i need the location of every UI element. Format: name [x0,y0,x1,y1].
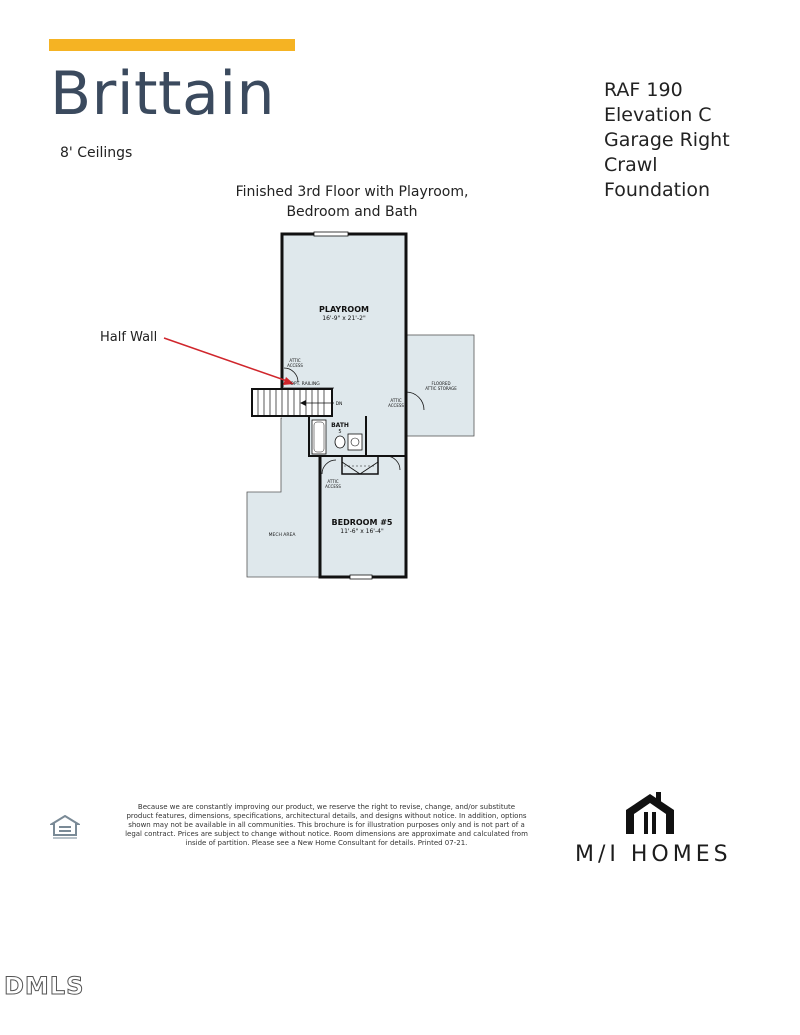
railing-label: OPT. RAILING [290,382,320,387]
toilet [335,436,345,448]
caption-line: Finished 3rd Floor with Playroom, [235,184,469,200]
spec-item: Crawl [604,154,658,176]
spec-item: Garage Right [604,129,730,151]
dmls-watermark: DMLS [4,972,85,1000]
attic-access-label: ATTIC [289,358,301,363]
attic-access-label: ACCESS [388,403,404,408]
attic-storage-label: ATTIC STORAGE [425,386,457,391]
window [314,232,348,236]
caption-line: Bedroom and Bath [286,204,418,220]
bath-number: 5 [338,429,342,435]
playroom-dimensions: 16'-9" x 21'-2" [322,315,366,322]
spec-item: Elevation C [604,104,712,126]
ceiling-height: 8' Ceilings [60,145,133,161]
attic-access-label: ATTIC [390,398,402,403]
half-wall-callout: Half Wall [100,330,158,345]
plan-title: Brittain [50,59,276,129]
window [350,575,372,579]
spec-item: RAF 190 [604,79,683,101]
playroom-label: PLAYROOM [319,305,369,314]
spec-item: Foundation [604,179,711,201]
attic-access-label: ACCESS [287,363,303,368]
sink [348,434,362,450]
callout-arrow [164,338,290,382]
attic-access-label: ACCESS [325,484,341,489]
bath-label: BATH [331,422,349,429]
stair-dn-label: DN [335,402,343,407]
attic-storage-label: FLOORED [431,381,451,386]
bedroom-label: BEDROOM #5 [331,518,393,527]
equal-housing-icon [50,815,80,841]
mi-homes-logo-icon [620,790,680,836]
attic-access-label: ATTIC [327,479,339,484]
bedroom-dimensions: 11'-6" x 16'-4" [340,528,384,535]
mi-homes-wordmark: M/I HOMES [575,842,732,867]
legal-disclaimer: Because we are constantly improving our product, we reserve the right to revise, change, and/or substitute product features, dimensions, specifications, architectural details, and designs without notice. In addition, options shown may not be available in all communities. This brochure is for illustration purposes only and is not part of a legal contract. Prices are subject to change without notice. Room dimensions are approximate and calculated from inside of partition. Please see a New Home Consultant for details. Printed 07-21. [125,803,528,847]
mech-area-label: MECH AREA [268,533,296,538]
